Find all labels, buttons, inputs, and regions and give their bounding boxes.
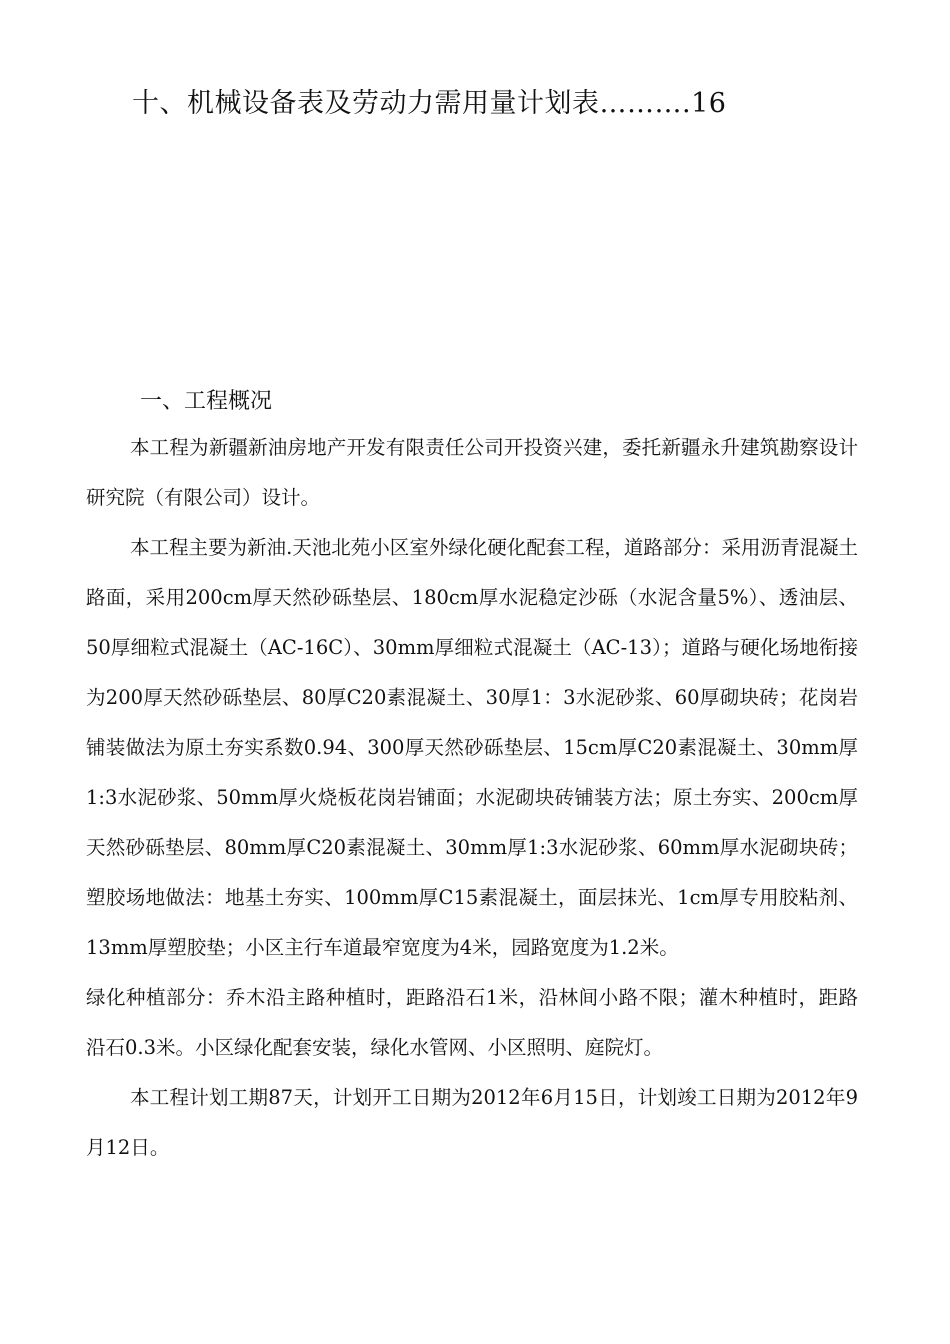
paragraph-project-owner: 本工程为新疆新油房地产开发有限责任公司开投资兴建，委托新疆永升建筑勘察设计研究院（有限公司）设计。 (86, 436, 858, 509)
section-heading: 一、工程概况 (140, 389, 273, 414)
toc-entry[interactable]: 十、机械设备表及劳动力需用量计划表……….16 (132, 88, 727, 119)
paragraph-road-works: 本工程主要为新油.天池北苑小区室外绿化硬化配套工程，道路部分：采用沥青混凝土路面，采用200cm厚天然砂砾垫层、180cm厚水泥稳定沙砾（水泥含量5%）、透油层、50厚细粒式混凝土（AC-16C）、30mm厚细粒式混凝土（AC-13）；道路与硬化场地衔接为200厚天然砂砾垫层、80厚C20素混凝土、30厚1：3水泥砂浆、60厚砌块砖；花岗岩铺装做法为原土夯实系数0.94、300厚天然砂砾垫层、15cm厚C20素混凝土、30mm厚1:3水泥砂浆、50mm厚火烧板花岗岩铺面；水泥砌块砖铺装方法；原土夯实、200cm厚天然砂砾垫层、80mm厚C20素混凝土、30mm厚1:3水泥砂浆、60mm厚水泥砌块砖；塑胶场地做法：地基土夯实、100mm厚C15素混凝土，面层抹光、1cm厚专用胶粘剂、13mm厚塑胶垫；小区主行车道最窄宽度为4米，园路宽度为1.2米。 (86, 536, 858, 959)
paragraph-greening: 绿化种植部分：乔木沿主路种植时，距路沿石1米，沿林间小路不限；灌木种植时，距路沿石0.3米。小区绿化配套安装，绿化水管网、小区照明、庭院灯。 (86, 986, 858, 1059)
section-body (86, 423, 858, 1173)
paragraph-schedule: 本工程计划工期87天，计划开工日期为2012年6月15日，计划竣工日期为2012年9月12日。 (86, 1086, 858, 1159)
